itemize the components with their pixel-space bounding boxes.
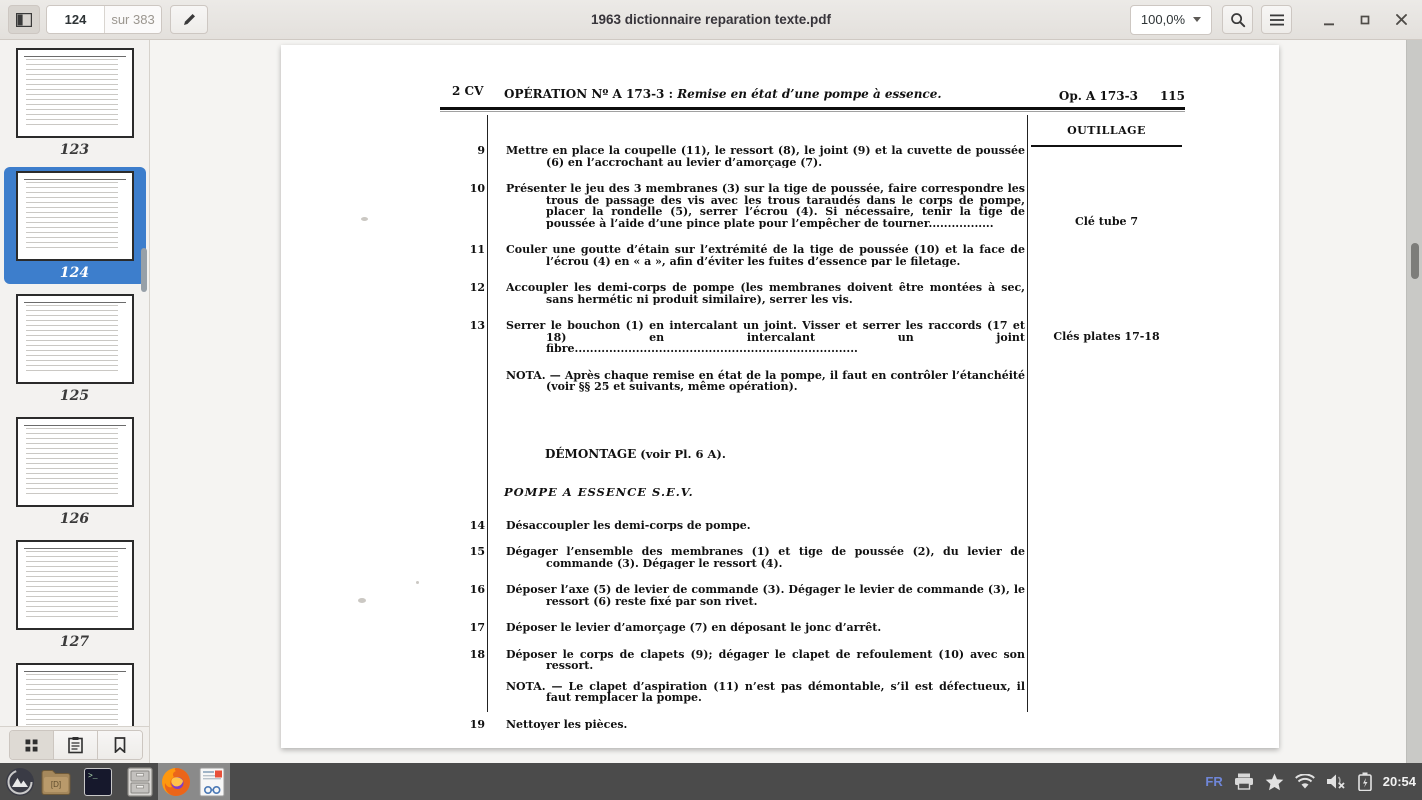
minimize-button[interactable] [1316, 7, 1342, 33]
step-text: Dégager l’ensemble des membranes (1) et tige de poussée (2), du levier de commande (3). Dégager le ressort (4). [506, 546, 1025, 569]
step-text: Serrer le bouchon (1) en intercalant un joint. Visser et serrer les raccords (17 et 18) en intercalant un joint fibre.......................................................................... [506, 320, 1025, 355]
sidebar-mode-group [9, 730, 143, 760]
step-number: 17 [469, 621, 485, 634]
scan-speck [358, 598, 366, 603]
main-scrollbar[interactable] [1406, 40, 1422, 763]
procedure-step [463, 320, 1025, 355]
file-manager-icon[interactable] [38, 763, 74, 800]
window-title: 1963 dictionnaire reparation texte.pdf [590, 12, 832, 27]
page-thumbnail[interactable] [4, 44, 146, 161]
pencil-icon [182, 12, 197, 27]
thumbnail-page-label: 123 [59, 142, 90, 158]
printer-icon[interactable] [1234, 773, 1254, 790]
minimize-icon [1323, 14, 1335, 26]
clock[interactable]: 20:54 [1382, 774, 1416, 789]
thumbnails-sidebar [0, 40, 150, 763]
thumbnail-page-label: 127 [59, 634, 90, 650]
step-number: 18 [469, 647, 485, 661]
outline-mode-button[interactable] [54, 731, 98, 759]
scan-speck [361, 217, 368, 221]
document-viewer-taskbar-icon[interactable] [194, 763, 230, 800]
steps-area [463, 145, 1025, 745]
thumbnail-preview [16, 663, 134, 726]
step-text: Déposer l’axe (5) de levier de commande (3). Dégager le levier de commande (3), le ressort (6) reste fixé par son rivet. [506, 584, 1025, 607]
headerbar [0, 0, 1422, 40]
step-number: 12 [469, 281, 485, 294]
zoom-level-value: 100,0% [1140, 12, 1185, 27]
bookmark-icon [114, 737, 126, 753]
tools-column [1028, 115, 1185, 343]
thumbnails-grid-icon [25, 739, 38, 752]
scan-operation-title: OPÉRATION Nº A 173-3 : Remise en état d’une pompe à essence. [504, 87, 942, 101]
document-viewer-icon [199, 767, 225, 797]
scan-column-rule-right [1027, 115, 1028, 712]
thumbnails-mode-button[interactable] [10, 731, 54, 759]
sidebar-scrollbar-thumb[interactable] [141, 248, 147, 292]
procedure-step [463, 546, 1025, 569]
procedure-step [463, 244, 1025, 267]
step-number: 13 [469, 319, 485, 332]
step-text: Présenter le jeu des 3 membranes (3) sur la tige de poussée, faire correspondre les trous de passage des vis avec les trous taraudés dans le corps de pompe, placer la rondelle (5), serrer l’écrou (4). Si nécessaire, tenir la tige de poussée à l’aide d’une pince plate pour l’empêcher de tourner................. [506, 183, 1025, 229]
headerbar-right [1130, 5, 1414, 35]
scan-model-label: 2 CV [452, 84, 484, 98]
step-text: Déposer le corps de clapets (9); dégager le clapet de refoulement (10) avec son ressort. [506, 648, 1025, 672]
firefox-icon [161, 767, 191, 797]
step-text: Mettre en place la coupelle (11), le ressort (8), le joint (9) et la cuvette de poussée (6) en l’accrochant au levier d’amorçage (7). [506, 145, 1025, 168]
page-thumbnail[interactable] [4, 413, 146, 530]
page-number-input[interactable]: 124 [47, 6, 105, 33]
page-thumbnail[interactable] [4, 290, 146, 407]
tools-header-rule [1031, 145, 1182, 147]
svg-text:>_: >_ [88, 771, 98, 781]
sidebar-toggle-button[interactable] [8, 5, 40, 34]
workspace [0, 40, 1422, 763]
step-text: Déposer le levier d’amorçage (7) en déposant le jonc d’arrêt. [506, 622, 882, 634]
thumbnail-preview [16, 417, 134, 507]
thumbnail-preview [16, 294, 134, 384]
thumbnail-page-label: 125 [59, 388, 90, 404]
step-number: 16 [469, 583, 485, 596]
scan-header-rule [440, 107, 1185, 110]
step-number: 9 [477, 144, 485, 157]
window-controls [1306, 7, 1414, 33]
tools-column-header: OUTILLAGE [1067, 124, 1146, 137]
steps-bottom [463, 520, 1025, 731]
system-tray [1205, 772, 1416, 791]
star-icon[interactable] [1265, 773, 1284, 791]
scan-speck [416, 581, 419, 584]
thumbnail-page-label: 124 [59, 265, 90, 281]
sidebar-mode-switcher [0, 726, 149, 763]
svg-text:[D]: [D] [50, 779, 62, 789]
bookmarks-mode-button[interactable] [98, 731, 142, 759]
subsection-heading: POMPE A ESSENCE S.E.V. [504, 485, 694, 499]
outline-list-icon [68, 737, 83, 754]
sidebar-toggle-icon [16, 13, 32, 27]
procedure-step [463, 520, 1025, 532]
page-number-widget [46, 5, 162, 34]
page-thumbnail[interactable] [4, 167, 146, 284]
procedure-step [463, 183, 1025, 229]
close-icon [1395, 13, 1408, 26]
mountain-circle-icon [5, 767, 35, 797]
pdf-view-area[interactable] [150, 40, 1422, 763]
page-thumbnail[interactable] [4, 659, 146, 726]
close-button[interactable] [1388, 7, 1414, 33]
wifi-icon[interactable] [1295, 774, 1315, 790]
procedure-step [463, 719, 1025, 731]
thumbnail-preview [16, 48, 134, 138]
zoom-level-dropdown[interactable] [1130, 5, 1212, 35]
procedure-step [463, 282, 1025, 305]
section-heading: DÉMONTAGE (voir Pl. 6 A). [545, 446, 726, 461]
keyboard-layout-indicator[interactable]: FR [1205, 774, 1223, 789]
pdf-page [281, 45, 1279, 748]
nota-paragraph: NOTA. — Après chaque remise en état de la pompe, il faut en contrôler l’étanchéité (voir §§ 25 et suivants, même opération). [506, 368, 1025, 393]
terminal-icon [84, 768, 112, 796]
restore-button[interactable] [1352, 7, 1378, 33]
chevron-down-icon [1193, 17, 1201, 22]
restore-icon [1359, 14, 1371, 26]
menu-button[interactable] [1261, 5, 1292, 34]
tool-entry: Clé tube 7 [1074, 215, 1138, 228]
taskbar [0, 763, 1422, 800]
folder-icon [41, 769, 71, 795]
terminal-app-icon[interactable] [80, 763, 116, 800]
thumbnail-preview [16, 171, 134, 261]
search-button[interactable] [1222, 5, 1253, 34]
procedure-step [463, 622, 1025, 634]
search-icon [1230, 12, 1246, 28]
scan-page-number: 115 [1159, 89, 1185, 103]
main-scrollbar-thumb[interactable] [1411, 243, 1419, 279]
step-text: Désaccoupler les demi-corps de pompe. [506, 519, 751, 531]
archive-app-icon[interactable] [122, 763, 158, 800]
steps-top [463, 145, 1025, 355]
step-number: 11 [469, 243, 485, 256]
procedure-step [463, 584, 1025, 607]
page-thumbnail[interactable] [4, 536, 146, 653]
battery-charging-icon[interactable] [1358, 772, 1372, 791]
hamburger-menu-icon [1270, 14, 1284, 26]
page-total-label: sur 383 [105, 6, 161, 33]
annotate-button[interactable] [170, 5, 208, 34]
step-text: Accoupler les demi-corps de pompe (les membranes doivent être montées à sec, sans hermétic ni produit similaire), serrer les vis. [506, 282, 1025, 305]
file-cabinet-icon [127, 767, 153, 797]
step-number: 19 [469, 717, 485, 731]
tool-entry: Clés plates 17-18 [1053, 330, 1160, 343]
sidebar-scrollbar[interactable] [140, 40, 148, 726]
volume-muted-icon[interactable] [1326, 773, 1347, 790]
firefox-taskbar-icon[interactable] [158, 763, 194, 800]
step-number: 14 [469, 518, 485, 532]
thumbnail-page-label: 126 [59, 511, 90, 527]
step-number: 15 [469, 545, 485, 558]
step-number: 10 [469, 182, 485, 195]
thumbnail-list [0, 40, 149, 726]
step-text: Nettoyer les pièces. [506, 718, 628, 730]
procedure-step [463, 145, 1025, 168]
procedure-step [463, 649, 1025, 704]
scan-op-reference: Op. A 173-3 115 [1058, 89, 1185, 103]
step-text: Couler une goutte d’étain sur l’extrémité de la tige de poussée (10) et la face de l’écrou (4) en « a », afin d’éviter les fuites d’essence par le filetage. [506, 244, 1025, 267]
thumbnail-preview [16, 540, 134, 630]
launcher-app-icon[interactable] [2, 763, 38, 800]
step-nota: NOTA. — Le clapet d’aspiration (11) n’est pas démontable, s’il est défectueux, il faut remplacer la pompe. [506, 679, 1025, 704]
